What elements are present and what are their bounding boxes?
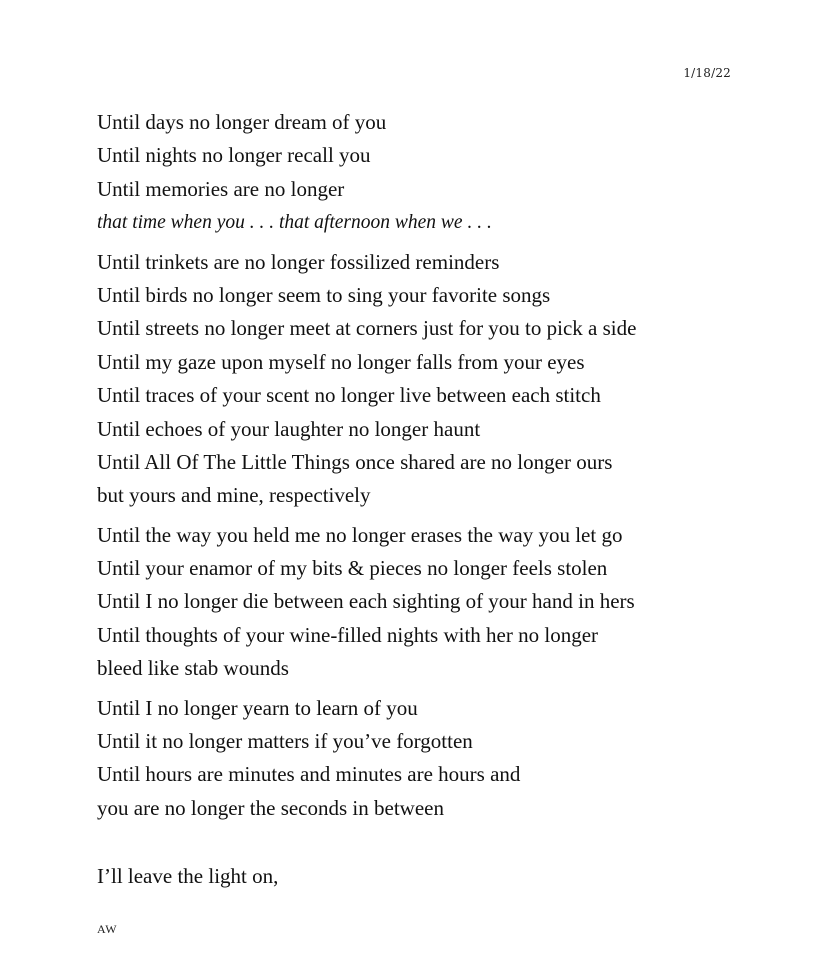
poem-body: [97, 106, 757, 831]
poem-line-italic: that time when you . . . that afternoon when we . . .: [97, 212, 492, 234]
poem-line: Until your enamor of my bits & pieces no longer feels stolen: [97, 556, 608, 581]
poem-line: Until it no longer matters if you’ve forgotten: [97, 729, 473, 754]
date-label: 1/18/22: [683, 66, 731, 80]
poem-line: bleed like stab wounds: [97, 656, 289, 681]
poem-line: Until days no longer dream of you: [97, 110, 387, 134]
poem-line: Until trinkets are no longer fossilized reminders: [97, 249, 500, 274]
poem-line: Until I no longer die between each sighting of your hand in hers: [97, 589, 635, 614]
poem-line: Until hours are minutes and minutes are hours and: [97, 762, 521, 787]
stanza-3: [97, 519, 757, 686]
poem-line: Until All Of The Little Things once shared are no longer ours: [97, 449, 613, 474]
poem-line: Until my gaze upon myself no longer falls from your eyes: [97, 349, 585, 374]
poem-line: Until traces of your scent no longer live between each stitch: [97, 383, 601, 408]
poem-line: Until memories are no longer: [97, 176, 345, 201]
poem-line: but yours and mine, respectively: [97, 483, 371, 508]
poem-line: Until birds no longer seem to sing your favorite songs: [97, 282, 551, 307]
poem-line: Until thoughts of your wine-filled nights with her no longer: [97, 622, 599, 647]
poem-line: Until I no longer yearn to learn of you: [97, 695, 418, 720]
stanza-4: [97, 692, 757, 826]
poem-line: you are no longer the seconds in between: [97, 795, 444, 820]
stanza-1: [97, 106, 757, 240]
poem-line: Until streets no longer meet at corners just for you to pick a side: [97, 316, 637, 341]
poem-line: Until nights no longer recall you: [97, 143, 371, 168]
stanza-2: [97, 246, 757, 513]
poem-line: Until echoes of your laughter no longer haunt: [97, 416, 481, 441]
closing-line: I’ll leave the light on,: [97, 864, 279, 888]
poem-line: Until the way you held me no longer erases the way you let go: [97, 522, 623, 547]
signature-initials: AW: [97, 922, 118, 936]
